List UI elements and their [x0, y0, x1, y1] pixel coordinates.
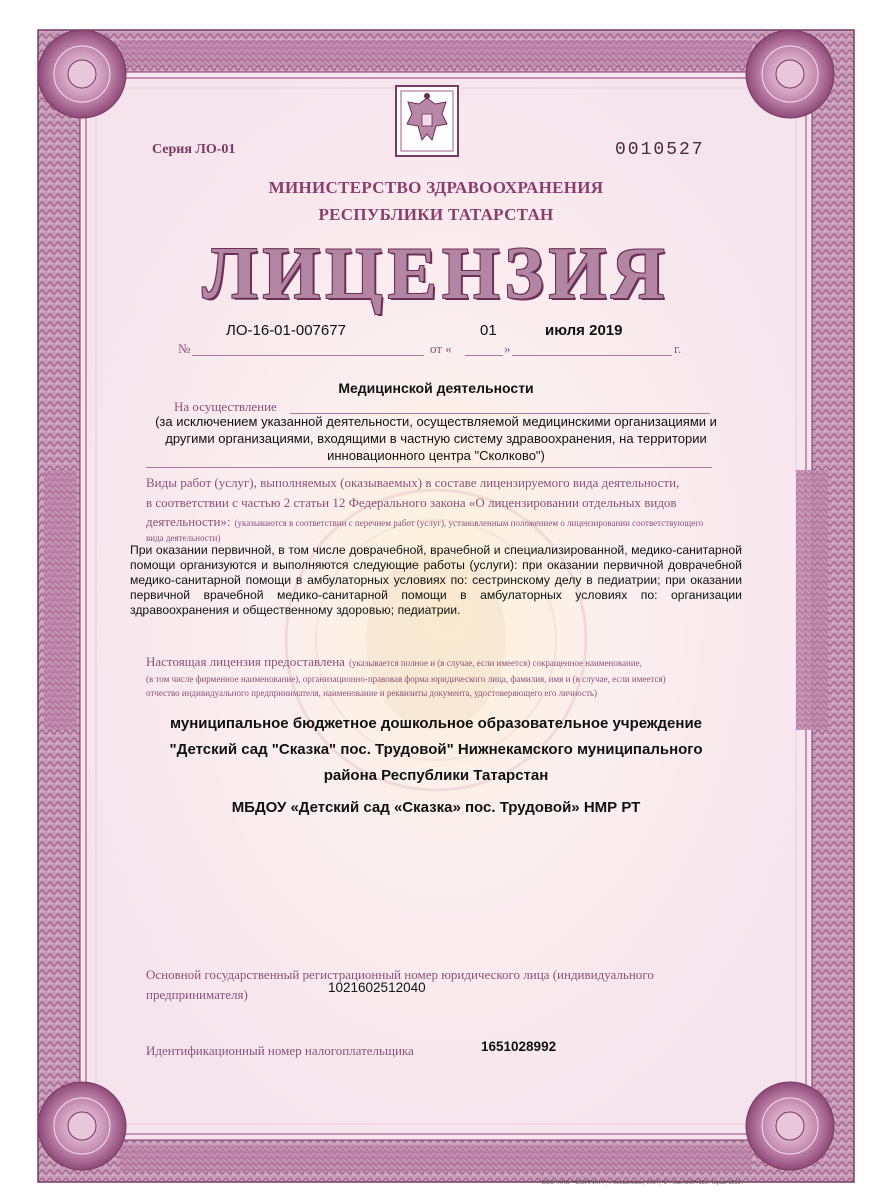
works-label-small: (указываются в соответствии с перечнем работ (услуг), установленным положением о лицензировании соответствующего вида деятельности): [146, 518, 704, 543]
licensee-short-name: МБДОУ «Детский сад «Сказка» пос. Трудовой» НМР РТ: [231, 799, 641, 816]
date-from-label: от «: [430, 341, 452, 356]
license-month-year: июля 2019: [545, 322, 623, 339]
activity-label: На осуществление: [174, 399, 277, 414]
licensee-name-line-3: района Республики Татарстан: [323, 767, 549, 784]
activity-end-underline: [146, 467, 712, 468]
ogrn-label-2: предпринимателя): [146, 987, 248, 1002]
licensee-label-block: [146, 655, 726, 670]
month-underline: [512, 355, 672, 356]
inn-label: Идентификационный номер налогоплательщика: [146, 1043, 414, 1058]
day-underline: [465, 355, 503, 356]
inn-number: 1651028992: [481, 1039, 557, 1054]
license-day: 01: [480, 322, 497, 339]
activity-exception: (за исключением указанной деятельности, осуществляемой медицинскими организациями и другими организациями, входящими в частную систему здравоохранения, на территории инновационного центра "Сколково"): [155, 414, 717, 463]
day-close-quote: »: [504, 341, 511, 356]
licensee-name-line-1: муниципальное бюджетное дошкольное образовательное учреждение: [169, 715, 703, 732]
activity-name: Медицинской деятельности: [338, 380, 534, 396]
licensee-small-1: (указывается полное и (в случае, если имеется) сокращенное наименование,: [348, 658, 642, 668]
license-number: ЛО-16-01-007677: [226, 322, 346, 339]
works-label-3a: деятельности»:: [146, 514, 231, 529]
serial-number: 0010527: [615, 140, 705, 160]
year-suffix: г.: [674, 341, 682, 356]
ministry-line-2: РЕСПУБЛИКИ ТАТАРСТАН: [318, 205, 554, 224]
document-title: ЛИЦЕНЗИЯ: [202, 233, 670, 315]
printer-info: ООО "НПО "ЧЕОПРИНТ", г. Всеволожск, 2017, "Б". Зак.№СП-323. Тираж 1250.: [541, 1180, 742, 1186]
series-label: Серия ЛО-01: [152, 142, 236, 157]
works-label-2: в соответствии с частью 2 статьи 12 Федерального закона «О лицензировании отдельных видов: [146, 495, 677, 510]
ogrn-label-1: Основной государственный регистрационный номер юридического лица (индивидуального: [146, 967, 654, 982]
ogrn-number: 1021602512040: [328, 980, 426, 995]
number-label: №: [178, 341, 191, 356]
works-label-3: [146, 515, 718, 545]
licensee-small-2: (в том числе фирменное наименование), организационно-правовая форма юридического лица, фамилия, имя и (в случае, если имеется): [146, 674, 666, 684]
coat-of-arms-emblem: [392, 84, 462, 158]
licensee-label: Настоящая лицензия предоставлена: [146, 654, 345, 669]
works-label-1: Виды работ (услуг), выполняемых (оказываемых) в составе лицензируемого вида деятельности,: [146, 475, 680, 490]
works-text: При оказании первичной, в том числе доврачебной, врачебной и специализированной, медико-санитарной помощи организуются и выполняются следующие работы (услуги): при оказании первичной доврачебной медико-санитарной помощи в амбулаторных условиях по: сестринскому делу в педиатрии; при оказании первичной врачебной медико-санитарной помощи в амбулаторных условиях по: организации здравоохранения и общественному здоровью; педиатрии.: [130, 543, 742, 617]
licensee-name-line-2: "Детский сад "Сказка" пос. Трудовой" Нижнекамского муниципального: [169, 741, 703, 758]
number-underline: [192, 355, 424, 356]
licensee-small-3: отчество индивидуального предпринимателя, наименование и реквизиты документа, удостоверяющего его личность): [146, 688, 598, 698]
ministry-line-1: МИНИСТЕРСТВО ЗДРАВООХРАНЕНИЯ: [268, 178, 604, 197]
